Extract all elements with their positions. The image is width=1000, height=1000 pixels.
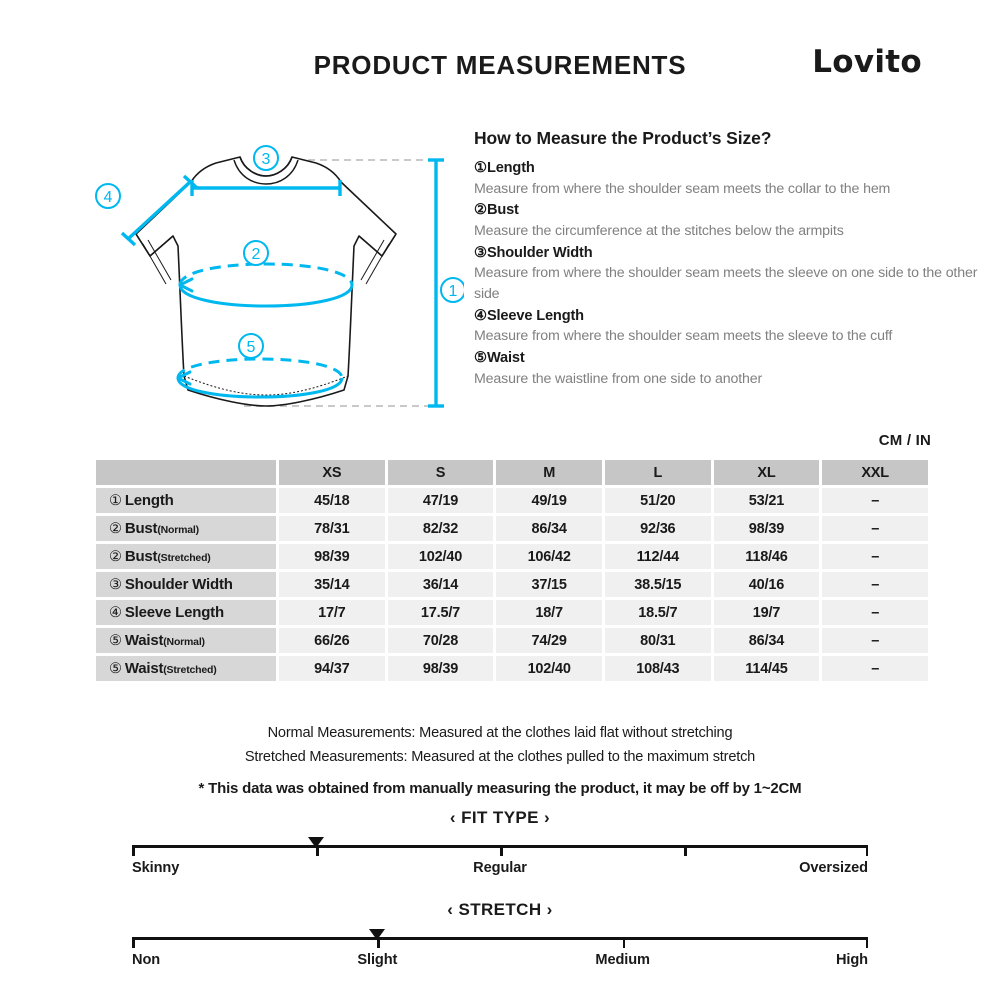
svg-text:4: 4	[103, 189, 113, 206]
row-label	[96, 544, 276, 569]
callout-5	[239, 334, 263, 358]
table-cell: –	[822, 656, 928, 681]
measure-item-shoulder-width	[474, 243, 990, 264]
table-cell: 17.5/7	[388, 600, 494, 625]
row-number-icon: ②	[109, 521, 122, 537]
row-label-text: Bust	[124, 520, 158, 537]
table-cell: 35/14	[279, 572, 385, 597]
row-label-suffix: (Stretched)	[157, 552, 211, 564]
table-cell: 36/14	[388, 572, 494, 597]
scale-marker	[308, 837, 324, 848]
row-label	[96, 572, 276, 597]
scale-label: High	[835, 952, 868, 968]
measure-item-bust-num: ②	[474, 202, 487, 219]
table-cell: –	[822, 488, 928, 513]
scale-label: Medium	[595, 952, 650, 968]
table-cell: 106/42	[496, 544, 602, 569]
table-cell: 19/7	[714, 600, 820, 625]
table-row	[96, 516, 928, 541]
table-cell: 53/21	[714, 488, 820, 513]
measure-item-bust	[474, 200, 990, 221]
table-cell: 112/44	[605, 544, 711, 569]
measure-item-length-desc: Measure from where the shoulder seam meets the collar to the hem	[474, 180, 891, 197]
row-number-icon: ②	[109, 549, 122, 565]
table-cell: 51/20	[605, 488, 711, 513]
axis-tick	[866, 937, 869, 948]
scale-label: Oversized	[799, 860, 868, 876]
svg-text:3: 3	[261, 151, 271, 168]
note-normal: Normal Measurements: Measured at the clothes laid flat without stretching	[267, 725, 733, 741]
row-label-suffix: (Normal)	[157, 524, 199, 536]
svg-text:5: 5	[246, 339, 256, 356]
table-row	[96, 572, 928, 597]
table-cell: 78/31	[279, 516, 385, 541]
table-cell: –	[822, 628, 928, 653]
measure-item-waist-num: ⑤	[474, 349, 487, 366]
table-header-xl: XL	[714, 460, 820, 485]
table-cell: 98/39	[279, 544, 385, 569]
measure-item-bust-desc: Measure the circumference at the stitches below the armpits	[474, 223, 844, 240]
table-row	[96, 544, 928, 569]
callout-2	[244, 241, 268, 265]
row-label-text: Waist	[124, 632, 164, 649]
size-chart-table	[93, 457, 931, 684]
garment-diagram	[44, 138, 464, 428]
note-disclaimer: * This data was obtained from manually measuring the product, it may be off by 1~2CM	[198, 780, 802, 798]
row-number-icon: ⑤	[109, 661, 122, 677]
measure-item-sleeve-length-name: Sleeve Length	[486, 307, 584, 324]
row-label	[96, 516, 276, 541]
row-number-icon: ③	[109, 577, 122, 593]
table-cell: 70/28	[388, 628, 494, 653]
table-cell: 38.5/15	[605, 572, 711, 597]
scale-label: Slight	[357, 952, 398, 968]
table-cell: –	[822, 572, 928, 597]
measure-item-waist-name: Waist	[486, 349, 525, 366]
tshirt-svg	[44, 138, 464, 428]
row-label	[96, 600, 276, 625]
table-cell: 45/18	[279, 488, 385, 513]
scale-marker	[369, 929, 385, 940]
axis-line	[132, 937, 868, 940]
note-stretched: Stretched Measurements: Measured at the clothes pulled to the maximum stretch	[244, 748, 756, 765]
row-label-text: Sleeve Length	[124, 604, 224, 621]
size-chart-head	[96, 460, 928, 485]
how-to-measure-title: How to Measure the Product’s Size?	[474, 128, 772, 148]
row-label-text: Shoulder Width	[124, 576, 233, 593]
row-label-text: Waist	[124, 660, 164, 677]
callout-1	[441, 278, 464, 302]
row-label-suffix: (Stretched)	[163, 664, 217, 676]
table-cell: 102/40	[496, 656, 602, 681]
callout-4	[96, 184, 120, 208]
measure-item-shoulder-width-num: ③	[474, 244, 487, 261]
table-header-s: S	[388, 460, 494, 485]
table-cell: 98/39	[714, 516, 820, 541]
row-label	[96, 628, 276, 653]
table-cell: –	[822, 600, 928, 625]
table-cell: 17/7	[279, 600, 385, 625]
brand-logo: Lovito	[812, 44, 922, 80]
page-header	[0, 0, 1000, 108]
row-label	[96, 656, 276, 681]
size-chart-body	[96, 488, 928, 681]
row-label	[96, 488, 276, 513]
table-header-xs: XS	[279, 460, 385, 485]
table-row	[96, 628, 928, 653]
measure-item-shoulder-width-name: Shoulder Width	[486, 244, 593, 261]
page-title: PRODUCT MEASUREMENTS	[313, 50, 687, 80]
table-cell: 49/19	[496, 488, 602, 513]
axis-tick	[500, 845, 503, 856]
measure-item-bust-name: Bust	[486, 202, 519, 219]
table-cell: 118/46	[714, 544, 820, 569]
table-cell: 18.5/7	[605, 600, 711, 625]
fit-type-scale-title: ‹ FIT TYPE ›	[449, 808, 551, 827]
table-cell: 92/36	[605, 516, 711, 541]
table-cell: 74/29	[496, 628, 602, 653]
table-cell: 66/26	[279, 628, 385, 653]
axis-tick	[866, 845, 869, 856]
measure-item-sleeve-length-num: ④	[474, 307, 487, 324]
row-label-text: Length	[124, 492, 174, 509]
measure-item-sleeve-length	[474, 306, 990, 327]
measure-item-waist	[474, 348, 990, 369]
table-row	[96, 600, 928, 625]
fit-type-axis-labels	[132, 860, 868, 882]
table-header-blank	[96, 460, 276, 485]
scale-label: Non	[132, 952, 161, 968]
table-cell: 86/34	[496, 516, 602, 541]
table-header-l: L	[605, 460, 711, 485]
table-cell: 102/40	[388, 544, 494, 569]
table-cell: 47/19	[388, 488, 494, 513]
table-cell: 82/32	[388, 516, 494, 541]
how-to-measure-panel	[474, 128, 990, 390]
svg-text:2: 2	[251, 246, 261, 263]
axis-tick	[623, 937, 626, 948]
table-cell: 18/7	[496, 600, 602, 625]
stretch-scale	[0, 900, 1000, 974]
table-header-row	[96, 460, 928, 485]
measure-item-length-num: ①	[474, 160, 487, 176]
svg-text:1: 1	[448, 283, 458, 300]
row-number-icon: ①	[109, 493, 122, 509]
measure-item-length-name: Length	[486, 160, 535, 176]
table-cell: 37/15	[496, 572, 602, 597]
table-cell: 86/34	[714, 628, 820, 653]
table-cell: 40/16	[714, 572, 820, 597]
stretch-axis	[132, 929, 868, 947]
table-cell: –	[822, 516, 928, 541]
table-header-m: M	[496, 460, 602, 485]
row-number-icon: ⑤	[109, 633, 122, 649]
table-cell: 80/31	[605, 628, 711, 653]
stretch-axis-labels	[132, 952, 868, 974]
table-row	[96, 656, 928, 681]
table-cell: 98/39	[388, 656, 494, 681]
measure-item-shoulder-width-desc: Measure from where the shoulder seam meets the sleeve on one side to the other side	[474, 265, 978, 302]
row-label-suffix: (Normal)	[163, 636, 205, 648]
table-row	[96, 488, 928, 513]
axis-tick	[132, 937, 135, 948]
table-cell: 108/43	[605, 656, 711, 681]
table-cell: 94/37	[279, 656, 385, 681]
table-cell: 114/45	[714, 656, 820, 681]
row-number-icon: ④	[109, 605, 122, 621]
scale-label: Skinny	[132, 860, 180, 876]
measure-item-waist-desc: Measure the waistline from one side to another	[474, 370, 763, 387]
axis-tick	[132, 845, 135, 856]
scale-label: Regular	[473, 860, 527, 876]
row-label-text: Bust	[124, 548, 158, 565]
fit-type-axis	[132, 837, 868, 855]
axis-tick	[684, 845, 687, 856]
units-label: CM / IN	[878, 432, 931, 449]
table-header-xxl: XXL	[822, 460, 928, 485]
measurement-notes	[0, 722, 1000, 797]
table-cell: –	[822, 544, 928, 569]
measure-item-sleeve-length-desc: Measure from where the shoulder seam meets the sleeve to the cuff	[474, 328, 893, 345]
stretch-scale-title: ‹ STRETCH ›	[447, 900, 553, 919]
callout-3	[254, 146, 278, 170]
measure-item-length	[474, 158, 990, 179]
fit-type-scale	[0, 808, 1000, 882]
